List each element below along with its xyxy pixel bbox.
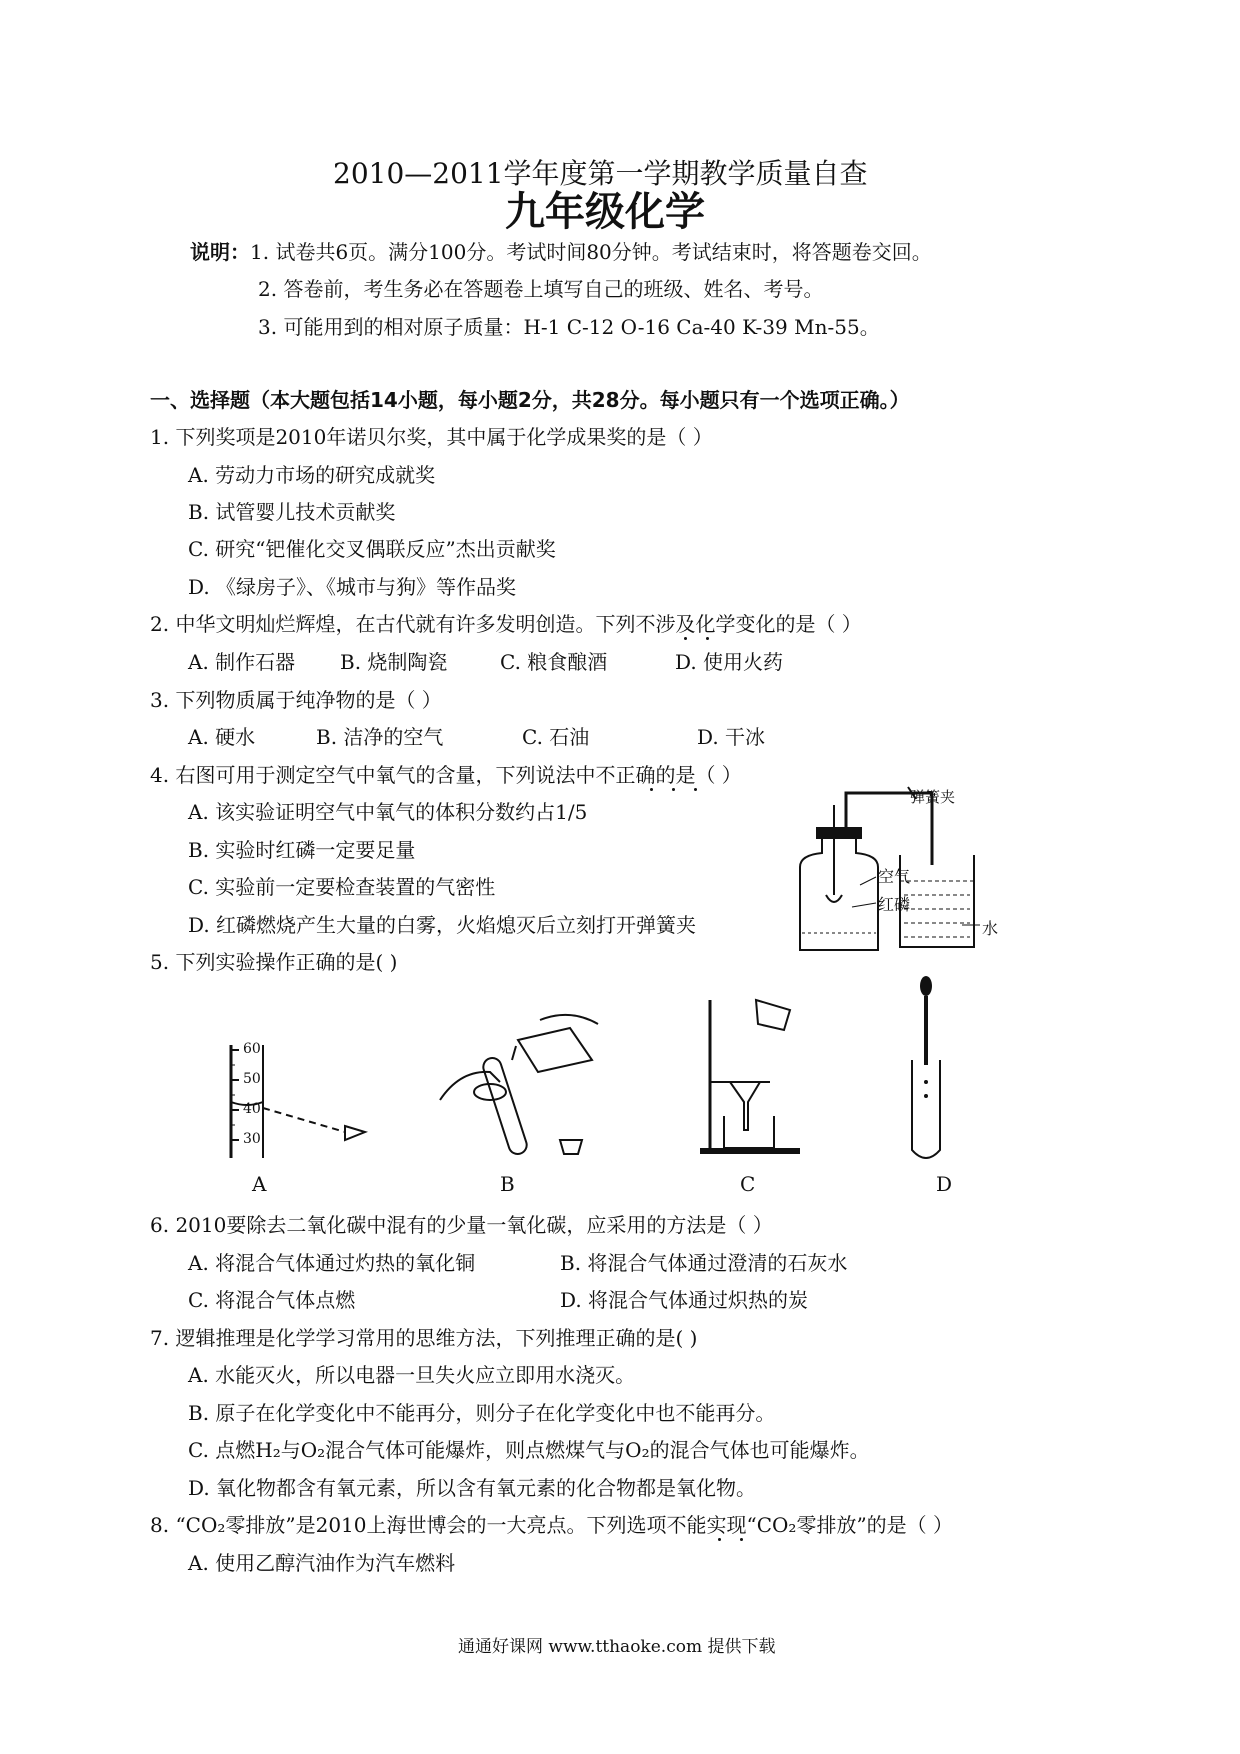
- option: A. 劳动力市场的研究成就奖: [188, 463, 436, 487]
- option: C. 粮食酿酒: [500, 650, 608, 674]
- figure-caption: A: [252, 1172, 267, 1196]
- fig-label: 空气: [878, 867, 911, 886]
- fig-label: 红磷: [878, 895, 911, 914]
- exam-title: 2010—2011学年度第一学期教学质量自查: [333, 157, 868, 190]
- option: C. 石油: [522, 725, 590, 749]
- notes: [190, 236, 932, 265]
- emphasis-dot: [672, 788, 675, 791]
- note-item: 2. 答卷前，考生务必在答题卷上填写自己的班级、姓名、考号。: [258, 277, 824, 301]
- option: B. 实验时红磷一定要足量: [188, 838, 416, 862]
- option: C. 将混合气体点燃: [188, 1288, 356, 1312]
- figure-caption: C: [740, 1172, 756, 1196]
- question-stem: 2. 中华文明灿烂辉煌，在古代就有许多发明创造。下列不涉及化学变化的是（ ）: [150, 612, 862, 636]
- emphasis-dot: [706, 637, 709, 640]
- question-stem: 6. 2010要除去二氧化碳中混有的少量一氧化碳，应采用的方法是（ ）: [150, 1213, 773, 1237]
- notes-label: 说明：: [190, 240, 250, 264]
- question-stem: 4. 右图可用于测定空气中氧气的含量，下列说法中不正确的是（ ）: [150, 763, 742, 787]
- option: B. 将混合气体通过澄清的石灰水: [560, 1251, 848, 1275]
- emphasis-dot: [718, 1538, 721, 1541]
- question-stem: 5. 下列实验操作正确的是( ): [150, 950, 398, 974]
- note-item: 3. 可能用到的相对原子质量：H-1 C-12 O-16 Ca-40 K-39 Mn-55。: [258, 315, 880, 339]
- fig-label: 弹簧夹: [910, 788, 956, 806]
- footer-credit: 通通好课网 www.tthaoke.com 提供下载: [458, 1637, 776, 1657]
- emphasis-dot: [694, 788, 697, 791]
- option: B. 原子在化学变化中不能再分，则分子在化学变化中也不能再分。: [188, 1401, 776, 1425]
- option: C. 实验前一定要检查装置的气密性: [188, 875, 496, 899]
- option: D. 《绿房子》、《城市与狗》等作品奖: [188, 575, 517, 599]
- question-stem: 7. 逻辑推理是化学学习常用的思维方法，下列推理正确的是( ): [150, 1326, 698, 1350]
- option: A. 硬水: [188, 725, 256, 749]
- option: A. 使用乙醇汽油作为汽车燃料: [188, 1551, 456, 1575]
- option: D. 红磷燃烧产生大量的白雾，火焰熄灭后立刻打开弹簧夹: [188, 913, 697, 937]
- option: A. 将混合气体通过灼热的氧化铜: [188, 1251, 476, 1275]
- option: D. 氧化物都含有氧元素，所以含有氧元素的化合物都是氧化物。: [188, 1476, 757, 1500]
- question-stem: 8. “CO₂零排放”是2010上海世博会的一大亮点。下列选项不能实现“CO₂零排放”的是（ ）: [150, 1513, 954, 1537]
- question-stem: 1. 下列奖项是2010年诺贝尔奖，其中属于化学成果奖的是（ ）: [150, 425, 713, 449]
- tick-label: 40: [243, 1101, 261, 1117]
- option: D. 使用火药: [675, 650, 784, 674]
- fig-label: 水: [982, 919, 999, 938]
- option: D. 将混合气体通过炽热的炭: [560, 1288, 809, 1312]
- option: C. 研究“钯催化交叉偶联反应”杰出贡献奖: [188, 537, 556, 561]
- option: A. 水能灭火，所以电器一旦失火应立即用水浇灭。: [188, 1363, 636, 1387]
- emphasis-dot: [650, 788, 653, 791]
- tick-label: 30: [243, 1131, 261, 1147]
- emphasis-dot: [740, 1538, 743, 1541]
- section-heading: 一、选择题（本大题包括14小题，每小题2分，共28分。每小题只有一个选项正确。）: [150, 388, 910, 412]
- option: B. 洁净的空气: [316, 725, 444, 749]
- emphasis-dot: [684, 637, 687, 640]
- option: C. 点燃H₂与O₂混合气体可能爆炸，则点燃煤气与O₂的混合气体也可能爆炸。: [188, 1438, 870, 1462]
- pouring-liquid-figure: [420, 1010, 620, 1160]
- question-stem: 3. 下列物质属于纯净物的是（ ）: [150, 688, 442, 712]
- figure-caption: B: [500, 1172, 515, 1196]
- dropper-figure: [902, 970, 962, 1170]
- figure-caption: D: [936, 1172, 953, 1196]
- option: A. 该实验证明空气中氧气的体积分数约占1/5: [188, 800, 588, 824]
- filtration-figure: [700, 990, 820, 1160]
- option: D. 干冰: [697, 725, 766, 749]
- tick-label: 50: [243, 1071, 261, 1087]
- option: B. 烧制陶瓷: [340, 650, 448, 674]
- tick-label: 60: [243, 1041, 261, 1057]
- option: B. 试管婴儿技术贡献奖: [188, 500, 396, 524]
- note-item: 1. 试卷共6页。满分100分。考试时间80分钟。考试结束时，将答题卷交回。: [250, 240, 932, 264]
- option: A. 制作石器: [188, 650, 296, 674]
- subject-title: 九年级化学: [505, 189, 705, 235]
